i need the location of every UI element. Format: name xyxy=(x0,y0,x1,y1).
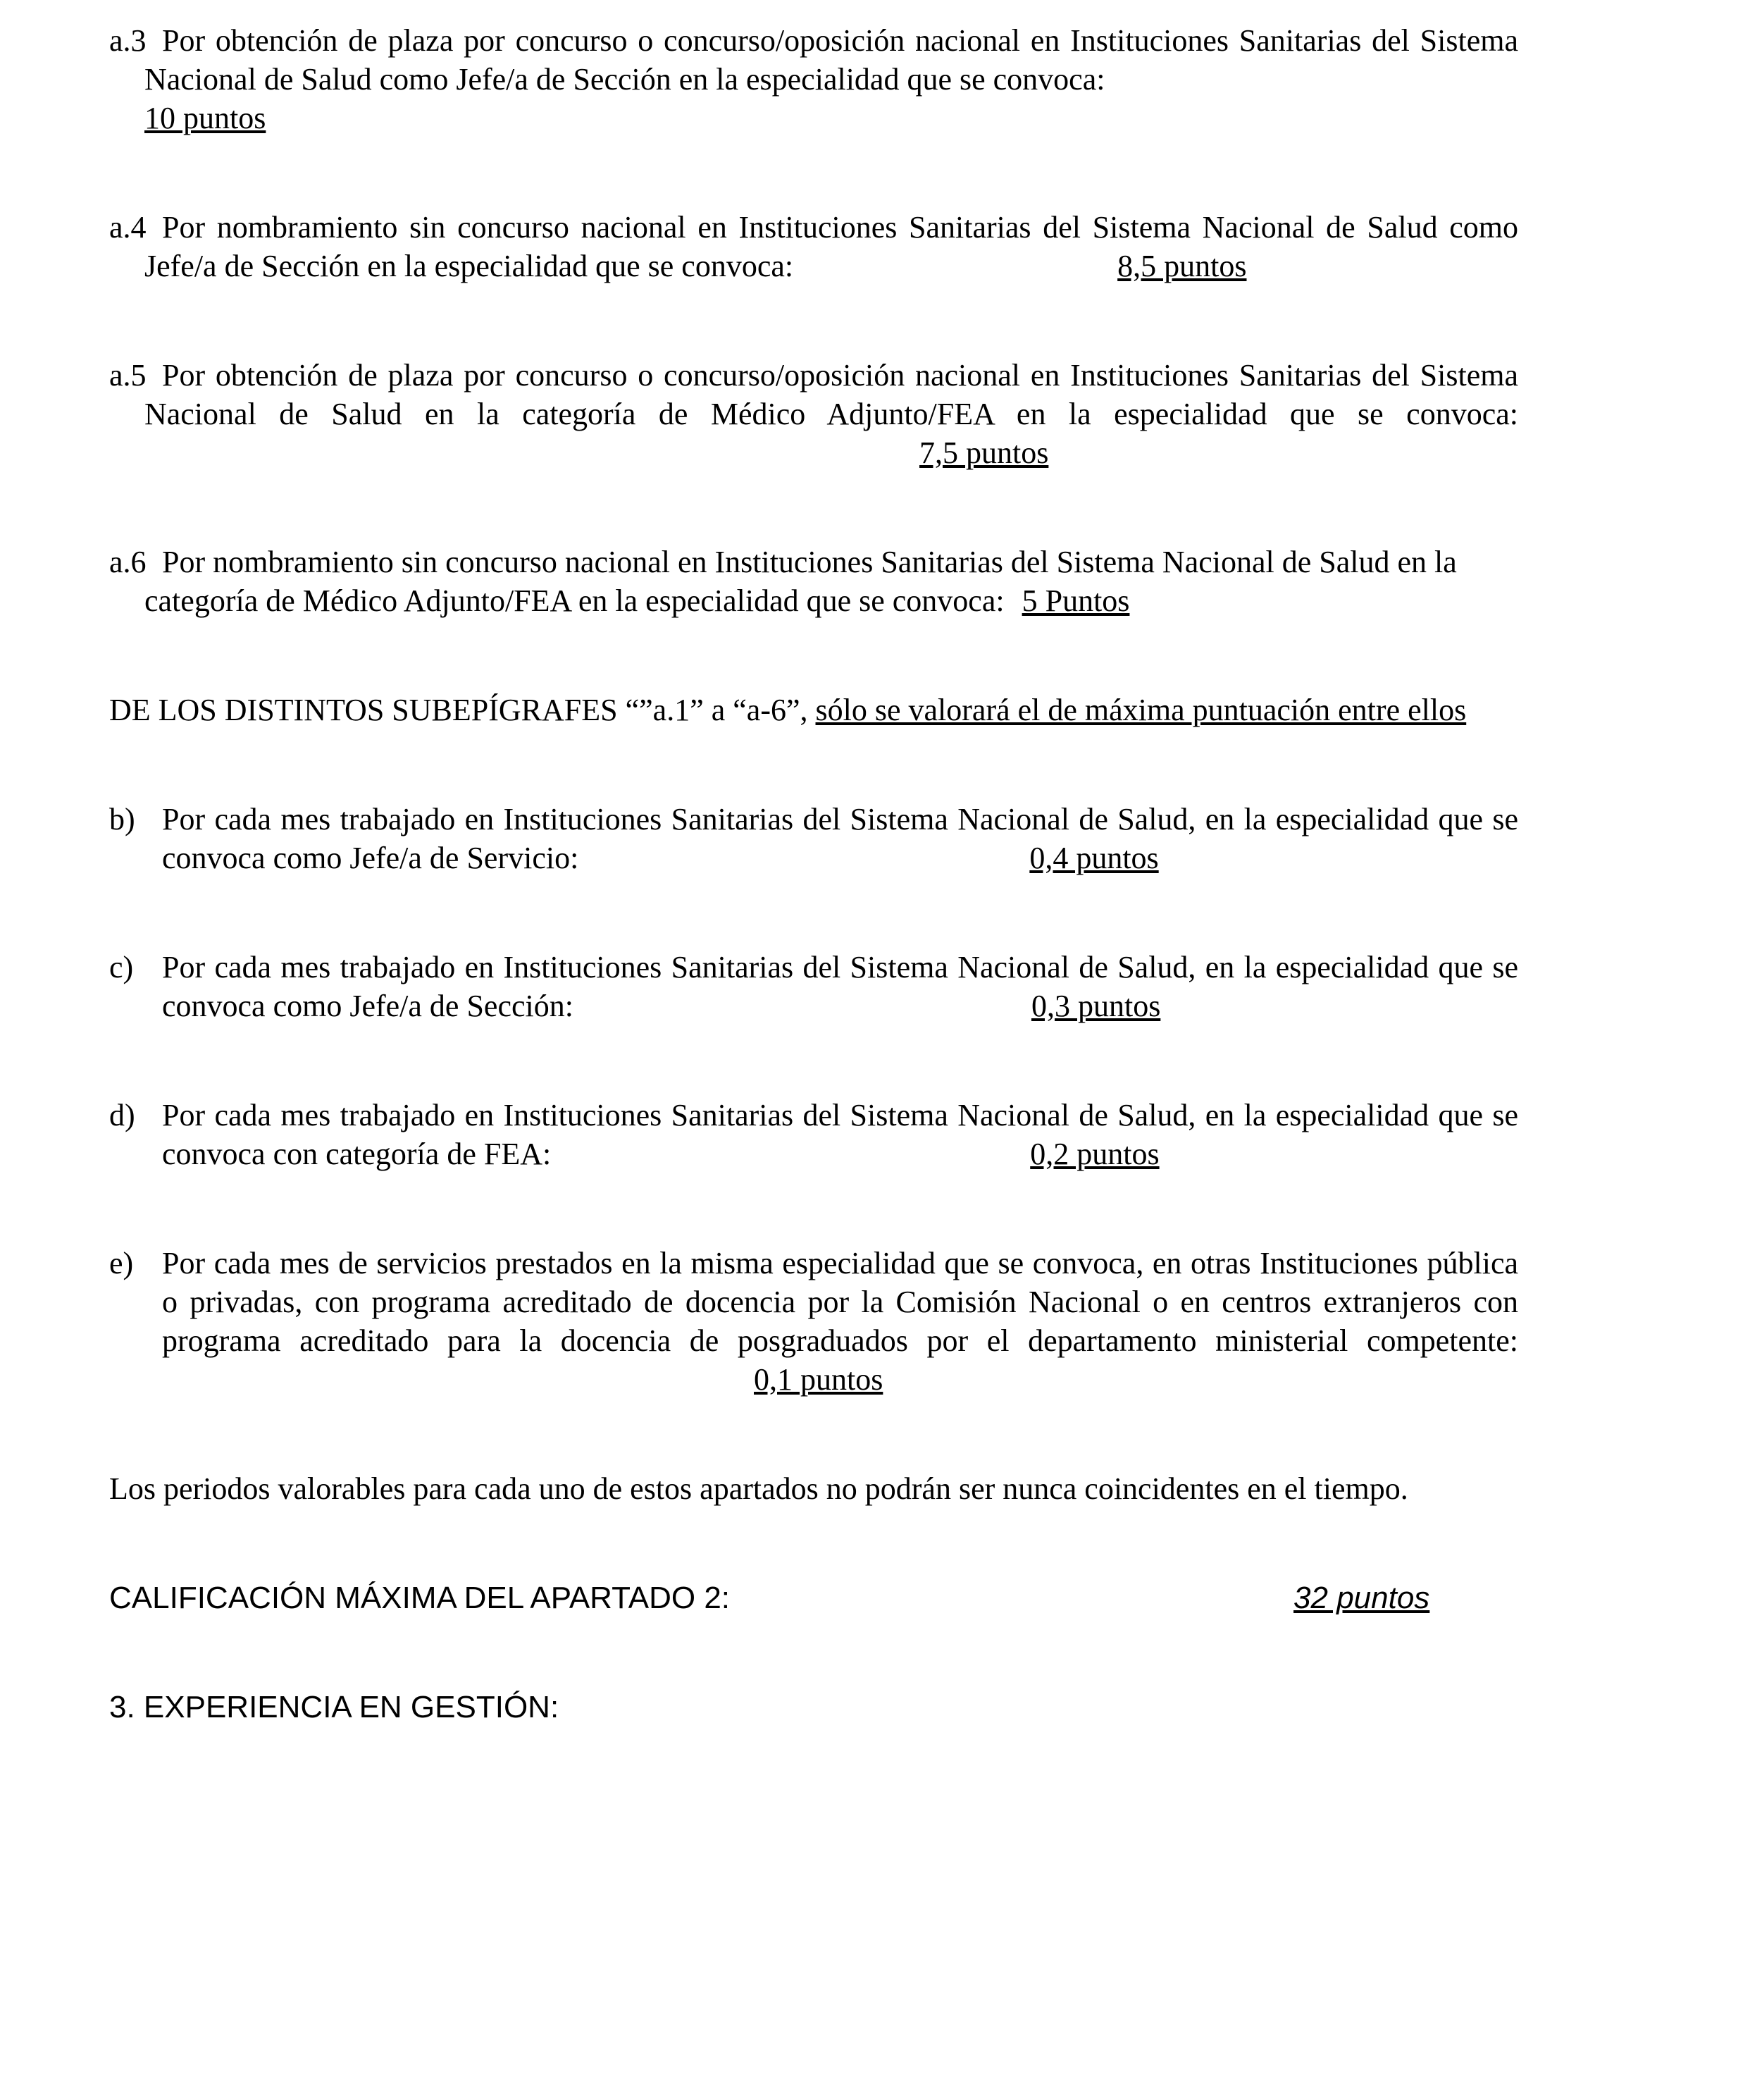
item-a6-paragraph xyxy=(109,543,1518,620)
item-d-points: 0,2 puntos xyxy=(1030,1137,1160,1171)
note-subepigrafes-paragraph xyxy=(109,691,1518,729)
item-c-body: Por cada mes trabajado en Instituciones Sanitarias del Sistema Nacional de Salud, en la especialidad que se convoca como Jefe/a de Sección: xyxy=(162,950,1518,1023)
item-a3 xyxy=(109,21,1518,137)
section3-heading: 3. EXPERIENCIA EN GESTIÓN: xyxy=(109,1690,559,1724)
item-a4-paragraph xyxy=(109,208,1518,285)
item-c-label: c) xyxy=(109,950,134,984)
item-b-body: Por cada mes trabajado en Instituciones Sanitarias del Sistema Nacional de Salud, en la especialidad que se convoca como Jefe/a de Servicio: xyxy=(162,802,1518,875)
item-a6-points: 5 Puntos xyxy=(1022,583,1130,618)
item-a5-points: 7,5 puntos xyxy=(919,436,1049,470)
item-d-body: Por cada mes trabajado en Instituciones Sanitarias del Sistema Nacional de Salud, en la especialidad que se convoca con categoría de FEA: xyxy=(162,1098,1518,1171)
item-e-points: 0,1 puntos xyxy=(754,1362,883,1397)
item-a3-label: a.3 xyxy=(109,23,147,58)
item-a3-paragraph xyxy=(109,21,1518,99)
item-a5-label: a.5 xyxy=(109,358,147,393)
item-a6-label: a.6 xyxy=(109,545,147,579)
item-e xyxy=(109,1244,1518,1399)
item-d xyxy=(109,1096,1518,1173)
note-subepigrafes-underlined: sólo se valorará el de máxima puntuación entre ellos xyxy=(815,693,1467,727)
item-c-points: 0,3 puntos xyxy=(1031,989,1161,1023)
calificacion-points: 32 puntos xyxy=(1293,1581,1430,1615)
item-c-paragraph xyxy=(109,948,1518,1025)
item-a4-points: 8,5 puntos xyxy=(1117,249,1247,283)
item-b xyxy=(109,800,1518,877)
calificacion-paragraph xyxy=(109,1579,1518,1617)
item-a4-body: Por nombramiento sin concurso nacional en Instituciones Sanitarias del Sistema Nacional de Salud como Jefe/a de Sección en la especialidad que se convoca: xyxy=(144,210,1518,283)
item-a4-label: a.4 xyxy=(109,210,147,245)
item-b-paragraph xyxy=(109,800,1518,877)
item-c xyxy=(109,948,1518,1025)
item-a5-body: Por obtención de plaza por concurso o concurso/oposición nacional en Instituciones Sanitarias del Sistema Nacional de Salud en la categoría de Médico Adjunto/FEA en la especialidad que se convoca: xyxy=(144,358,1518,431)
item-e-body: Por cada mes de servicios prestados en la misma especialidad que se convoca, en otras Instituciones pública o privadas, con programa acreditado de docencia por la Comisión Nacional o en centros extranjeros con programa acreditado para la docencia de posgraduados por el departamento ministerial competente: xyxy=(162,1246,1518,1358)
item-b-points: 0,4 puntos xyxy=(1029,841,1159,875)
item-a5 xyxy=(109,356,1518,472)
item-a3-points: 10 puntos xyxy=(144,101,266,135)
item-a4 xyxy=(109,208,1518,285)
item-a6-body: Por nombramiento sin concurso nacional en Instituciones Sanitarias del Sistema Nacional de Salud en la categoría de Médico Adjunto/FEA en la especialidad que se convoca: xyxy=(144,545,1457,618)
section3-heading-block xyxy=(109,1688,1518,1727)
item-b-label: b) xyxy=(109,802,135,836)
item-a6 xyxy=(109,543,1518,620)
item-a3-points-line xyxy=(109,99,1518,137)
calificacion-label: CALIFICACIÓN MÁXIMA DEL APARTADO 2: xyxy=(109,1581,731,1615)
item-d-label: d) xyxy=(109,1098,135,1132)
item-a3-body: Por obtención de plaza por concurso o concurso/oposición nacional en Instituciones Sanitarias del Sistema Nacional de Salud como Jefe/a de Sección en la especialidad que se convoca: xyxy=(144,23,1518,97)
item-e-paragraph xyxy=(109,1244,1518,1399)
calificacion-line xyxy=(109,1579,1518,1617)
note-subepigrafes xyxy=(109,691,1518,729)
item-e-label: e) xyxy=(109,1246,134,1280)
item-a5-paragraph xyxy=(109,356,1518,472)
note-subepigrafes-normal: DE LOS DISTINTOS SUBEPÍGRAFES “”a.1” a “a-6”, xyxy=(109,693,816,727)
note-periodos xyxy=(109,1469,1518,1508)
item-d-paragraph xyxy=(109,1096,1518,1173)
note-periodos-paragraph: Los periodos valorables para cada uno de estos apartados no podrán ser nunca coincidentes en el tiempo. xyxy=(109,1471,1408,1506)
